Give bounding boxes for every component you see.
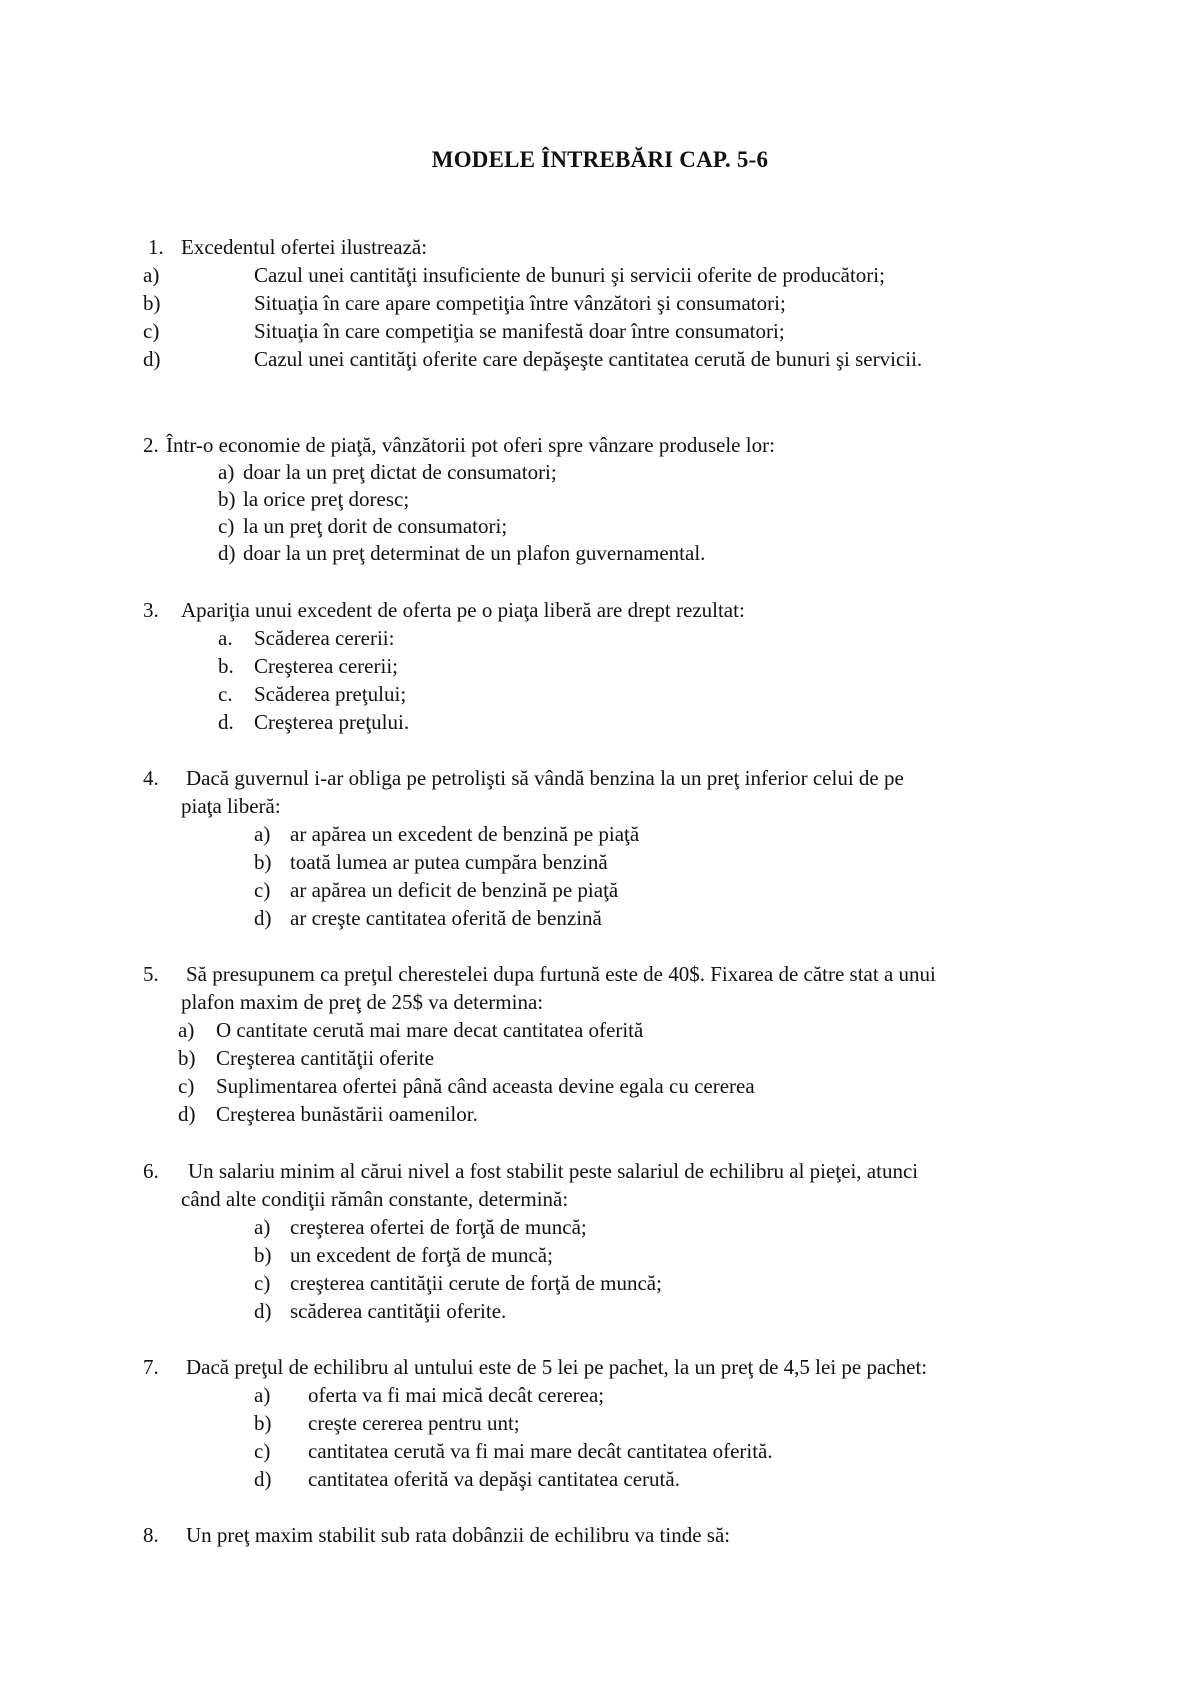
option-label: c): [254, 878, 271, 902]
question-text: Dacă guvernul i-ar obliga pe petrolişti să vândă benzina la un preţ inferior celui de pe: [186, 766, 904, 790]
option-label: a): [254, 822, 271, 846]
option-label: d): [178, 1102, 196, 1126]
option-text: ar apărea un excedent de benzină pe piaţă: [290, 822, 640, 846]
option-label: a): [218, 460, 235, 484]
option-label: d): [143, 347, 161, 371]
option-text: scăderea cantităţii oferite.: [290, 1299, 507, 1323]
option-text: cantitatea oferită va depăşi cantitatea cerută.: [308, 1467, 680, 1491]
option-label: c): [254, 1271, 271, 1295]
option-text: Scăderea cererii:: [254, 626, 395, 650]
option-label: b): [178, 1046, 196, 1070]
option-text: ar creşte cantitatea oferită de benzină: [290, 906, 602, 930]
option-label: c): [178, 1074, 195, 1098]
option-text: toată lumea ar putea cumpăra benzină: [290, 850, 608, 874]
document-title: MODELE ÎNTREBĂRI CAP. 5-6: [431, 147, 769, 172]
option-label: d): [254, 1299, 272, 1323]
question-text-continued: piaţa liberă:: [181, 794, 281, 818]
option-label: b): [254, 1243, 272, 1267]
question-text: Dacă preţul de echilibru al untului este de 5 lei pe pachet, la un preţ de 4,5 lei pe pachet:: [186, 1355, 928, 1379]
option-text: doar la un preţ determinat de un plafon guvernamental.: [243, 541, 706, 565]
option-label: a): [143, 263, 160, 287]
option-text: Creşterea preţului.: [254, 710, 410, 734]
question-number: 6.: [143, 1159, 159, 1183]
option-text: Creşterea cantităţii oferite: [216, 1046, 435, 1070]
option-label: d.: [218, 710, 234, 734]
option-label: c): [218, 514, 235, 538]
question-text: Să presupunem ca preţul cherestelei dupa furtună este de 40$. Fixarea de către stat a unui: [186, 962, 936, 986]
option-label: b): [254, 850, 272, 874]
option-label: d): [218, 541, 236, 565]
option-text: un excedent de forţă de muncă;: [290, 1243, 553, 1267]
option-label: b.: [218, 654, 234, 678]
question-number: 4.: [143, 766, 159, 790]
option-text: Cazul unei cantităţi insuficiente de bunuri şi servicii oferite de producători;: [254, 263, 885, 287]
option-text: Scăderea preţului;: [254, 682, 407, 706]
option-text: la un preţ dorit de consumatori;: [243, 514, 508, 538]
question-number: 2.: [143, 433, 159, 457]
option-label: a.: [218, 626, 233, 650]
option-text: doar la un preţ dictat de consumatori;: [243, 460, 557, 484]
question-text: Excedentul ofertei ilustrează:: [181, 235, 428, 259]
option-text: cantitatea cerută va fi mai mare decât cantitatea oferită.: [308, 1439, 773, 1463]
option-label: d): [254, 1467, 272, 1491]
option-label: c.: [218, 682, 233, 706]
option-text: Situaţia în care competiţia se manifestă doar între consumatori;: [254, 319, 785, 343]
option-text: Situaţia în care apare competiţia între vânzători şi consumatori;: [254, 291, 786, 315]
option-text: ar apărea un deficit de benzină pe piaţă: [290, 878, 619, 902]
option-text: oferta va fi mai mică decât cererea;: [308, 1383, 605, 1407]
question-number: 8.: [143, 1523, 159, 1547]
option-label: b): [254, 1411, 272, 1435]
question-text: Într-o economie de piaţă, vânzătorii pot oferi spre vânzare produsele lor:: [166, 433, 775, 457]
question-text-continued: când alte condiţii rămân constante, determină:: [181, 1187, 569, 1211]
option-text: Cazul unei cantităţi oferite care depăşeşte cantitatea cerută de bunuri şi servicii.: [254, 347, 923, 371]
option-text: creşte cererea pentru unt;: [308, 1411, 520, 1435]
option-text: Creşterea cererii;: [254, 654, 398, 678]
option-text: la orice preţ doresc;: [243, 487, 410, 511]
option-label: d): [254, 906, 272, 930]
question-text: Un salariu minim al cărui nivel a fost stabilit peste salariul de echilibru al pieţei, atunci: [188, 1159, 919, 1183]
option-label: b): [143, 291, 161, 315]
option-label: a): [254, 1215, 271, 1239]
option-text: O cantitate cerută mai mare decat cantitatea oferită: [216, 1018, 644, 1042]
question-number: 3.: [143, 598, 159, 622]
option-text: Suplimentarea ofertei până când aceasta devine egala cu cererea: [216, 1074, 755, 1098]
option-text: creşterea ofertei de forţă de muncă;: [290, 1215, 587, 1239]
question-text-continued: plafon maxim de preţ de 25$ va determina:: [181, 990, 544, 1014]
option-label: c): [143, 319, 160, 343]
question-text: Apariţia unui excedent de oferta pe o piaţa liberă are drept rezultat:: [181, 598, 745, 622]
question-number: 7.: [143, 1355, 159, 1379]
question-number: 5.: [143, 962, 159, 986]
option-text: Creşterea bunăstării oamenilor.: [216, 1102, 478, 1126]
option-label: b): [218, 487, 236, 511]
question-text: Un preţ maxim stabilit sub rata dobânzii de echilibru va tinde să:: [186, 1523, 731, 1547]
question-number: 1.: [148, 235, 164, 259]
option-label: a): [254, 1383, 271, 1407]
option-label: c): [254, 1439, 271, 1463]
option-label: a): [178, 1018, 195, 1042]
option-text: creşterea cantităţii cerute de forţă de muncă;: [290, 1271, 662, 1295]
